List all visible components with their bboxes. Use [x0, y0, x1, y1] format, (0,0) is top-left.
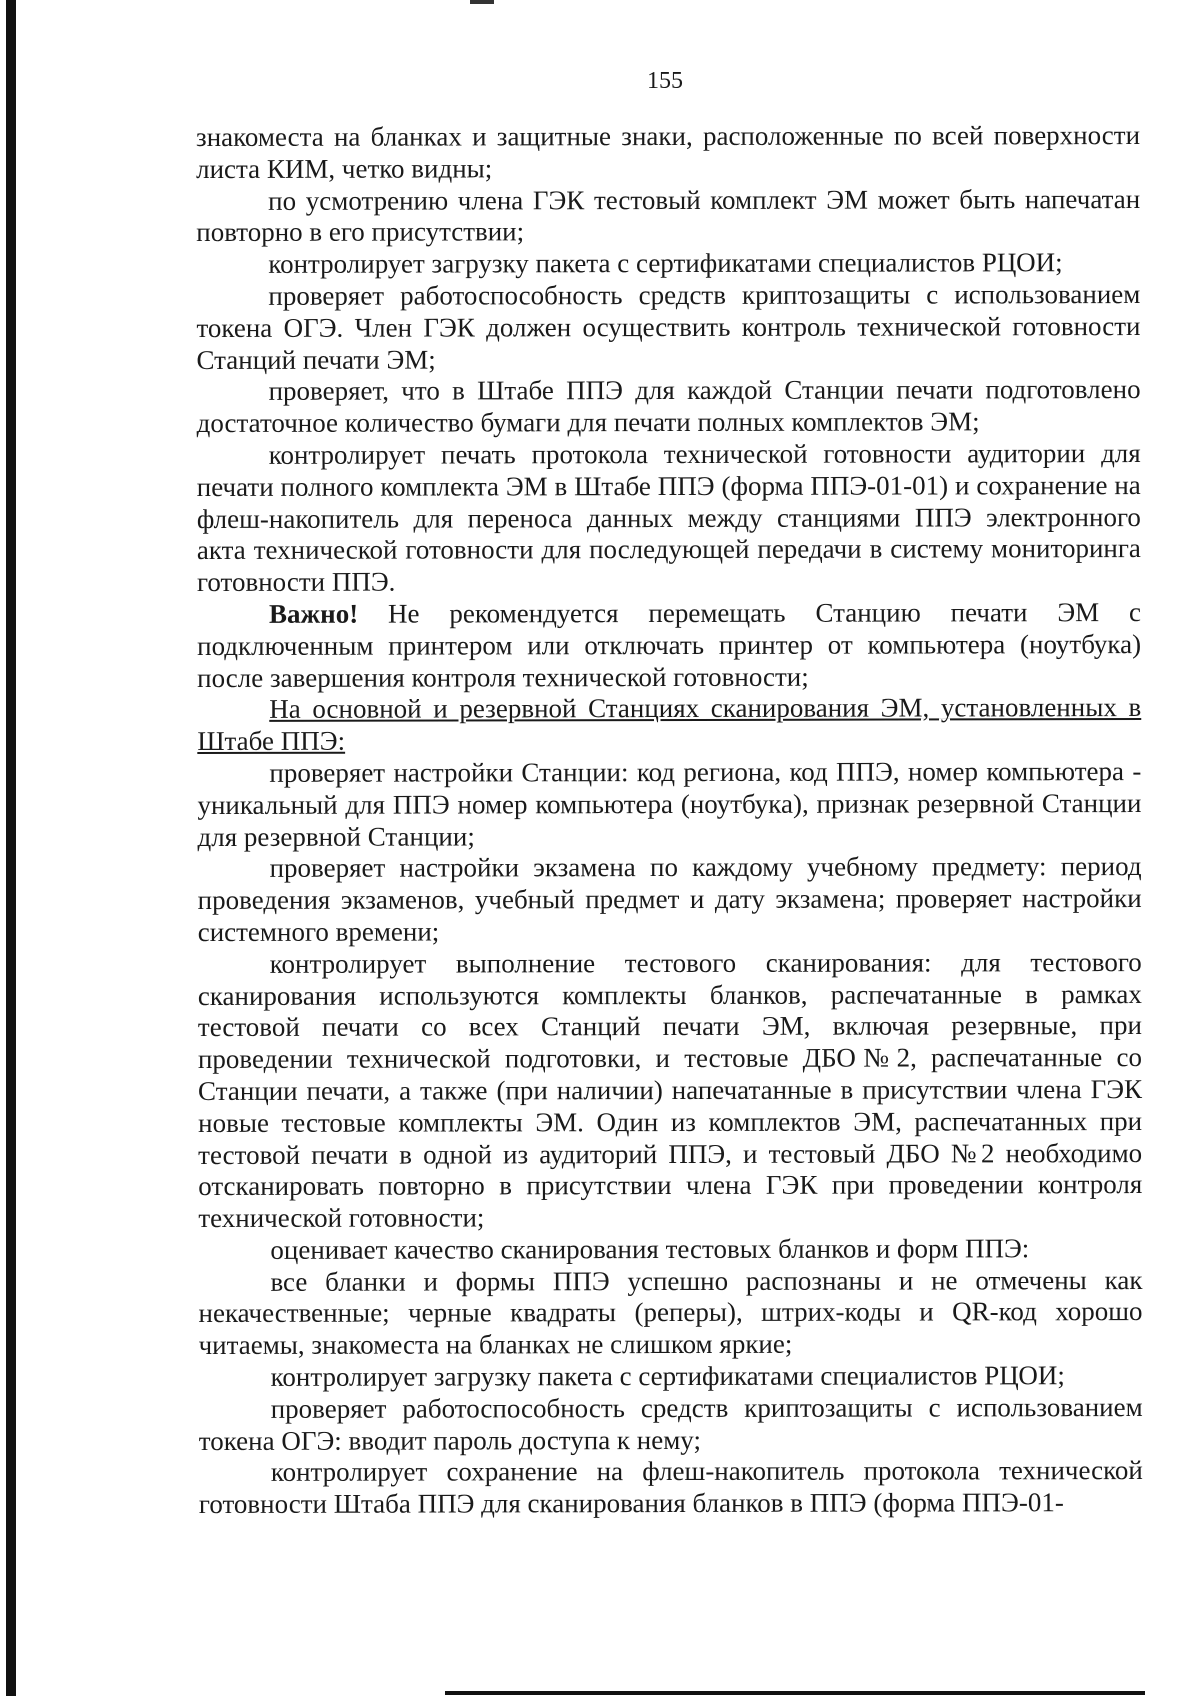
paragraph: оценивает качество сканирования тестовых бланков и форм ППЭ: — [270, 1233, 1030, 1265]
scanning-section-heading: На основной и резервной Станциях сканирования ЭМ, установленных в Штабе ППЭ: — [197, 692, 1142, 757]
paragraph: по усмотрению члена ГЭК тестовый комплект ЭМ может быть напечатан повторно в его присутствии; — [196, 183, 1141, 248]
paragraph: проверяет, что в Штабе ППЭ для каждой Станции печати подготовлено достаточное количество бумаги для печати полных комплектов ЭМ; — [196, 374, 1141, 439]
page-number: 155 — [647, 68, 683, 94]
scan-edge-bar — [6, 0, 16, 1696]
paragraph: проверяет работоспособность средств криптозащиты с использованием токена ОГЭ: вводит пароль доступа к нему; — [198, 1391, 1143, 1456]
paragraph-continuation: знакоместа на бланках и защитные знаки, расположенные по всей поверхности листа КИМ, четко видны; — [196, 120, 1141, 184]
important-text: Не рекомендуется перемещать Станцию печати ЭМ с подключенным принтером или отключать принтер от компьютера (ноутбука) после завершения контроля технической готовности; — [197, 596, 1142, 693]
paragraph: все бланки и формы ППЭ успешно распознаны и не отмечены как некачественные; черные квадраты (реперы), штрих-коды и QR-код хорошо читаемы, знакоместа на бланках не слишком яркие; — [198, 1264, 1143, 1361]
paragraph: проверяет настройки экзамена по каждому учебному предмету: период проведения экзаменов, учебный предмет и дату экзамена; проверяет настройки системного времени; — [197, 851, 1142, 947]
important-paragraph — [197, 597, 1141, 694]
paragraph: контролирует загрузку пакета с сертификатами специалистов РЦОИ; — [268, 247, 1063, 280]
paragraph: проверяет настройки Станции: код региона, код ППЭ, номер компьютера - уникальный для ППЭ номер компьютера (ноутбука), признак резервной Станции для резервной Станции; — [197, 755, 1142, 852]
scan-top-mark — [470, 0, 494, 4]
footer-rule — [445, 1691, 1145, 1695]
paragraph: контролирует загрузку пакета с сертификатами специалистов РЦОИ; — [270, 1360, 1065, 1392]
paragraph: контролирует выполнение тестового сканирования: для тестового сканирования используются комплекты бланков, распечатанные в рамках тестовой печати со всех Станций печати ЭМ, включая резервные, при проведении технической подготовки, и тестовые ДБО№2, распечатанные со Станции печати, а также (при наличии) напечатанные в присутствии члена ГЭК новые тестовые комплекты ЭМ. Один из комплектов ЭМ, распечатанных при тестовой печати в одной из аудиторий ППЭ, и тестовый ДБО №2 необходимо отсканировать повторно в присутствии члена ГЭК при проведении контроля технической готовности; — [197, 946, 1143, 1234]
paragraph: контролирует сохранение на флеш-накопитель протокола технической готовности Штаба ППЭ для сканирования бланков в ППЭ (форма ППЭ-01- — [198, 1455, 1143, 1520]
important-label: Важно! — [268, 598, 359, 629]
document-body — [196, 120, 1143, 1521]
paragraph: проверяет работоспособность средств криптозащиты с использованием токена ОГЭ. Член ГЭК должен осуществить контроль технической готовности Станций печати ЭМ; — [196, 279, 1141, 375]
paragraph: контролирует печать протокола технической готовности аудитории для печати полного комплекта ЭМ в Штабе ППЭ (форма ППЭ-01-01) и сохранение на флеш-накопитель для переноса данных между станциями ППЭ электронного акта технической готовности для последующей передачи в систему мониторинга готовности ППЭ. — [196, 437, 1141, 598]
